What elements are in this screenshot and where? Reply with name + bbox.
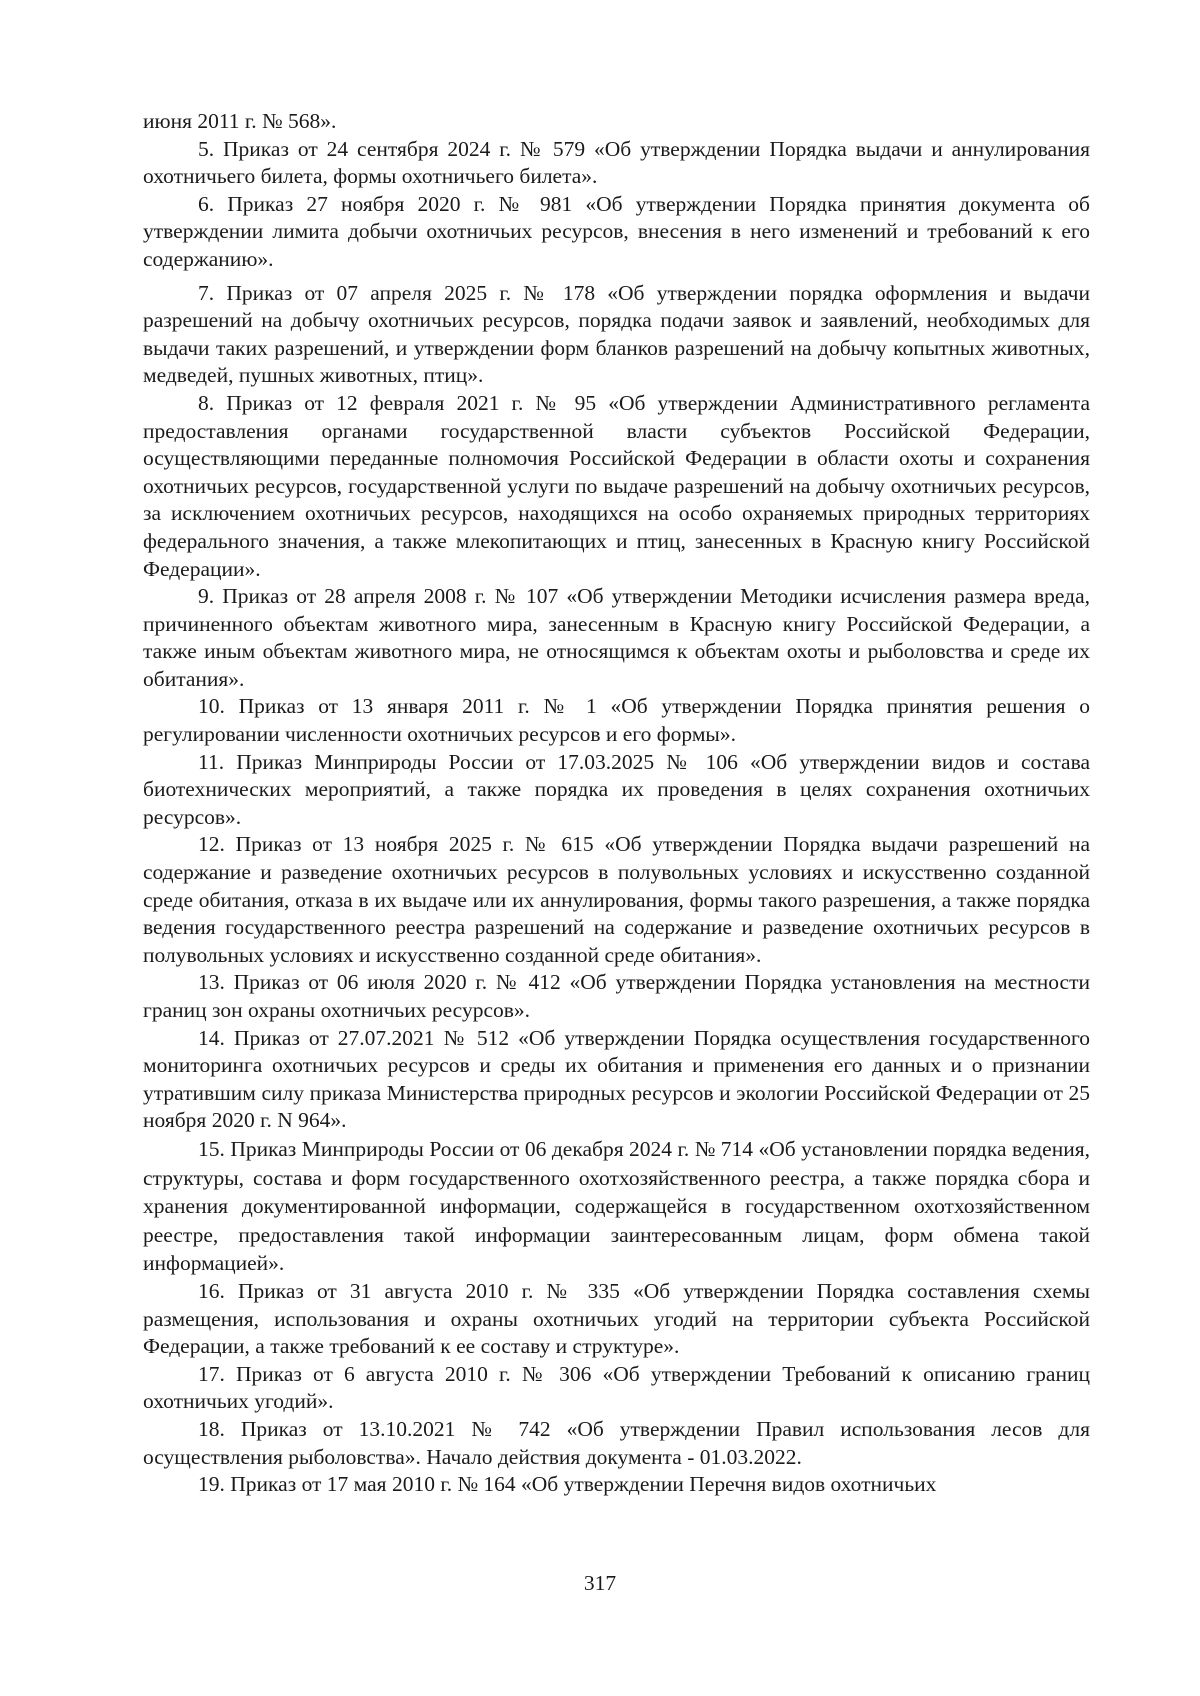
list-item-9: 9. Приказ от 28 апреля 2008 г. № 107 «Об утверждении Методики исчисления размера вреда, причиненного объектам животного мира, занесенным в Красную книгу Российской Федерации, а также иным объектам животного мира, не относящимся к объектам охоты и рыболовства и среде их обитания». xyxy=(143,584,1090,691)
list-item-18: 18. Приказ от 13.10.2021 № 742 «Об утверждении Правил использования лесов для осуществления рыболовства». Начало действия документа - 01.03.2022. xyxy=(143,1416,1090,1469)
list-item-10: 10. Приказ от 13 января 2011 г. № 1 «Об утверждении Порядка принятия решения о регулировании численности охотничьих ресурсов и его формы». xyxy=(143,694,1090,747)
page-number: 317 xyxy=(583,1571,617,1595)
list-item-15: 15. Приказ Минприроды России от 06 декабря 2024 г. № 714 «Об установлении порядка ведения, структуры, состава и форм государственного охотхозяйственного реестра, а также порядка сбора и хранения документированной информации, содержащейся в государственном охотхозяйственном реестре, предоставления такой информации заинтересованным лицам, форм обмена такой информацией». xyxy=(143,1136,1090,1276)
list-item-19: 19. Приказ от 17 мая 2010 г. № 164 «Об утверждении Перечня видов охотничьих xyxy=(198,1472,937,1497)
list-item-11: 11. Приказ Минприроды России от 17.03.2025 № 106 «Об утверждении видов и состава биотехнических мероприятий, а также порядка их проведения в целях сохранения охотничьих ресурсов». xyxy=(143,749,1090,829)
list-item-5: 5. Приказ от 24 сентября 2024 г. № 579 «Об утверждении Порядка выдачи и аннулирования охотничьего билета, формы охотничьего билета». xyxy=(143,136,1090,189)
list-item-13: 13. Приказ от 06 июля 2020 г. № 412 «Об утверждении Порядка установления на местности границ зон охраны охотничьих ресурсов». xyxy=(143,970,1090,1022)
list-item-8: 8. Приказ от 12 февраля 2021 г. № 95 «Об утверждении Административного регламента предоставления органами государственной власти субъектов Российской Федерации, осуществляющими переданные полномочия Российской Федерации в области охоты и сохранения охотничьих ресурсов, государственной услуги по выдаче разрешений на добычу охотничьих ресурсов, за исключением охотничьих ресурсов, находящихся на особо охраняемых природных территориях федерального значения, а также млекопитающих и птиц, занесенных в Красную книгу Российской Федерации». xyxy=(143,390,1090,581)
list-item-14: 14. Приказ от 27.07.2021 № 512 «Об утверждении Порядка осуществления государственного мониторинга охотничьих ресурсов и среды их обитания и применения его данных и о признании утратившим силу приказа Министерства природных ресурсов и экологии Российской Федерации от 25 ноября 2020 г. N 964». xyxy=(143,1025,1090,1133)
continuation-text: июня 2011 г. № 568». xyxy=(143,109,337,133)
list-item-6: 6. Приказ 27 ноября 2020 г. № 981 «Об утверждении Порядка принятия документа об утверждении лимита добычи охотничьих ресурсов, внесения в него изменений и требований к его содержанию». xyxy=(143,191,1090,271)
document-page xyxy=(143,108,1090,1499)
list-item-16: 16. Приказ от 31 августа 2010 г. № 335 «Об утверждении Порядка составления схемы размещения, использования и охраны охотничьих угодий на территории субъекта Российской Федерации, а также требований к ее составу и структуре». xyxy=(143,1278,1090,1359)
list-item-17: 17. Приказ от 6 августа 2010 г. № 306 «Об утверждении Требований к описанию границ охотничьих угодий». xyxy=(143,1361,1090,1414)
list-item-12: 12. Приказ от 13 ноября 2025 г. № 615 «Об утверждении Порядка выдачи разрешений на содержание и разведение охотничьих ресурсов в полувольных условиях и искусственно созданной среде обитания, отказа в их выдаче или их аннулирования, формы такого разрешения, а также порядка ведения государственного реестра разрешений на содержание и разведение охотничьих ресурсов в полувольных условиях и искусственно созданной среде обитания». xyxy=(143,832,1090,967)
list-item-7: 7. Приказ от 07 апреля 2025 г. № 178 «Об утверждении порядка оформления и выдачи разрешений на добычу охотничьих ресурсов, порядка подачи заявок и заявлений, необходимых для выдачи таких разрешений, и утверждении форм бланков разрешений на добычу копытных животных, медведей, пушных животных, птиц». xyxy=(143,280,1090,388)
